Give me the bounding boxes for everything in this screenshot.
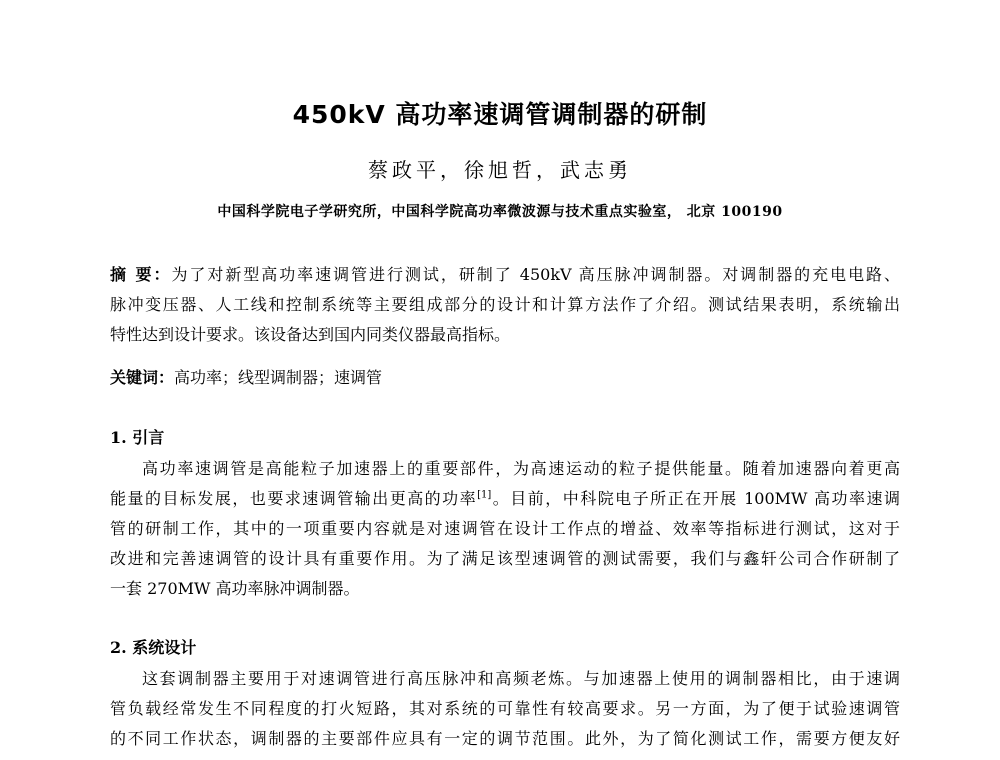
abstract-line [110, 260, 900, 290]
section-heading: 1. 引言 [110, 428, 165, 447]
paper-title: 450kV 高功率速调管调制器的研制 [292, 100, 708, 129]
body-line: 管的研制工作，其中的一项重要内容就是对速调管在设计工作点的增益、效率等指标进行测试，这对于 [110, 519, 900, 538]
citation: [1] [477, 489, 492, 501]
body-line: 一套 270MW 高功率脉冲调制器。 [110, 579, 360, 598]
affiliation: 中国科学院电子学研究所，中国科学院高功率微波源与技术重点实验室， 北京 100190 [217, 204, 783, 220]
section-system-design [110, 632, 900, 754]
body-line: 这套调制器主要用于对速调管进行高压脉冲和高频老炼。与加速器上使用的调制器相比，由于速调 [142, 669, 900, 688]
author-list: 蔡政平，徐旭哲，武志勇 [368, 158, 632, 182]
body-text: 。目前，中科院电子所正在开展 100MW 高功率速调 [491, 489, 900, 508]
body-line: 的不同工作状态，调制器的主要部件应具有一定的调节范围。此外，为了简化测试工作，需要方便友好 [110, 729, 900, 748]
abstract-text: 为了对新型高功率速调管进行测试，研制了 450kV 高压脉冲调制器。对调制器的充电电路、 [171, 265, 900, 284]
body-line [110, 484, 900, 514]
section-heading: 2. 系统设计 [110, 638, 197, 657]
body-text: 能量的目标发展，也要求速调管输出更高的功率 [110, 489, 478, 508]
body-line: 改进和完善速调管的设计具有重要作用。为了满足该型速调管的测试需要，我们与鑫轩公司合作研制了 [110, 549, 900, 568]
abstract-label: 摘 要： [110, 265, 172, 284]
section-introduction [110, 422, 900, 604]
body-line: 管负载经常发生不同程度的打火短路，其对系统的可靠性有较高要求。另一方面，为了便于试验速调管 [110, 699, 900, 718]
abstract [110, 260, 900, 350]
body-line: 高功率速调管是高能粒子加速器上的重要部件，为高速运动的粒子提供能量。随着加速器向着更高 [142, 459, 900, 478]
abstract-line: 脉冲变压器、人工线和控制系统等主要组成部分的设计和计算方法作了介绍。测试结果表明，系统输出 [110, 295, 900, 314]
keywords-label: 关键词： [110, 368, 175, 387]
keywords-text: 高功率；线型调制器；速调管 [174, 368, 383, 387]
abstract-line: 特性达到设计要求。该设备达到国内同类仪器最高指标。 [110, 325, 511, 344]
keywords [110, 363, 900, 393]
keywords-line [110, 363, 900, 393]
